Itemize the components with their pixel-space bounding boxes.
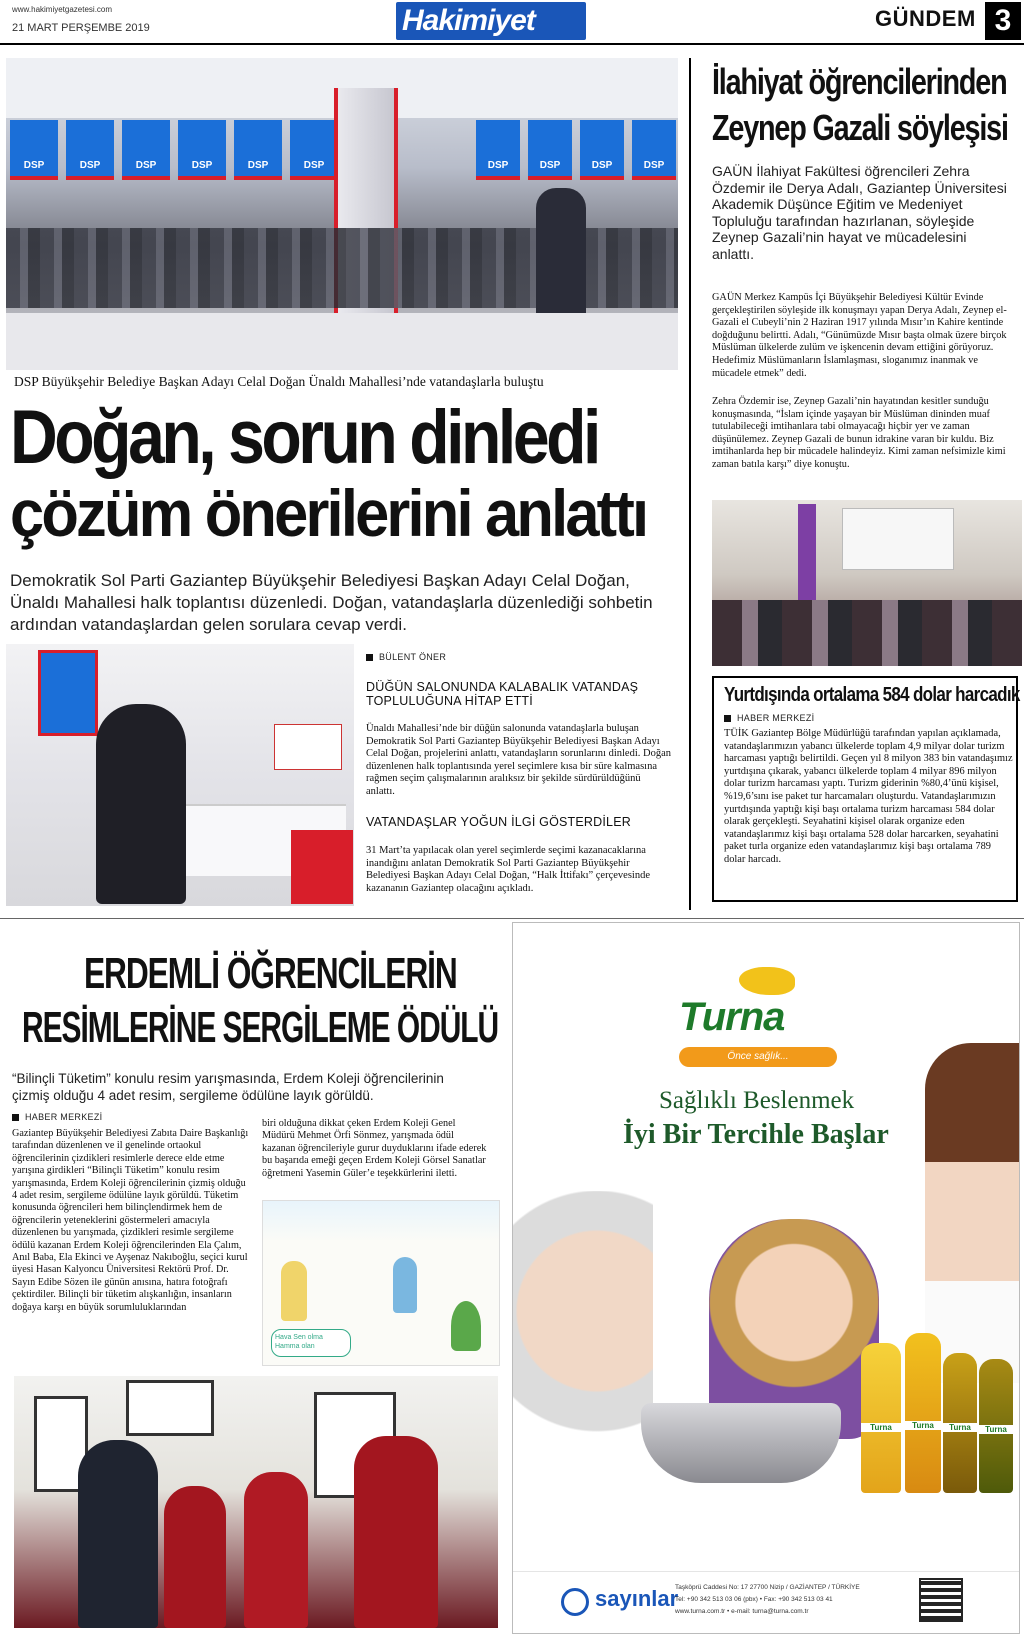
byline-marker	[12, 1114, 19, 1121]
dsp-banner: DSP	[290, 120, 338, 180]
section-title: GÜNDEM	[875, 6, 976, 31]
ad-phone: Tel: +90 342 513 03 06 (pbx) • Fax: +90 342 513 03 41	[675, 1596, 833, 1603]
main-headline-2: çözüm önerilerini anlattı	[10, 476, 647, 550]
main-headline-1: Doğan, sorun dinledi	[10, 395, 598, 480]
ad-web[interactable]: www.turna.com.tr • e-mail: turna@turna.com.tr	[675, 1608, 809, 1615]
audience	[712, 600, 1022, 666]
newspaper-logo	[396, 2, 586, 40]
sayinlar-emblem-icon	[561, 1588, 589, 1616]
bottom-headline-1: ERDEMLİ ÖĞRENCİLERİN	[84, 949, 457, 998]
dsp-banner: DSP	[580, 120, 624, 180]
turna-bird-icon	[739, 967, 795, 995]
dsp-banner: DSP	[476, 120, 520, 180]
sayinlar-name: sayınlar	[595, 1586, 679, 1611]
qr-code-icon	[921, 1580, 961, 1620]
page-number: 3	[994, 4, 1012, 37]
banner-row-right	[476, 120, 676, 190]
turna-brand: Turna	[679, 995, 785, 1039]
main-subhead-1: DÜĞÜN SALONUNDA KALABALIK VATANDAŞ TOPLULUĞUNA HİTAP ETTİ	[366, 680, 639, 708]
adult-figure	[78, 1440, 158, 1628]
turna-slogan: Önce sağlık...	[727, 1051, 789, 1062]
bottle-label: Turna	[979, 1425, 1013, 1434]
page-number-box	[985, 2, 1021, 40]
drawing-tree	[451, 1301, 481, 1351]
seminar-photo	[712, 500, 1022, 666]
byline-name: BÜLENT ÖNER	[379, 652, 447, 662]
rollup-banner	[798, 504, 816, 604]
bottle-label: Turna	[861, 1423, 901, 1432]
ad-line-2: İyi Bir Tercihle Başlar	[623, 1119, 889, 1150]
main-byline	[366, 652, 446, 662]
frame	[126, 1380, 214, 1436]
dsp-banner: DSP	[234, 120, 282, 180]
bottom-byline	[12, 1112, 102, 1122]
drawing-text: Hava Sen olma Hamma olan	[275, 1334, 323, 1350]
site-url[interactable]: www.hakimiyetgazetesi.com	[12, 5, 113, 14]
student-figure	[244, 1472, 308, 1628]
turkish-flag	[291, 830, 353, 904]
bottle-label: Turna	[943, 1423, 977, 1432]
main-photo-caption: DSP Büyükşehir Belediye Başkan Adayı Celal Doğan Ünaldı Mahallesi’nde vatandaşlarla buluştu	[14, 374, 544, 389]
oil-bottle	[943, 1353, 977, 1493]
oil-bottle	[979, 1359, 1013, 1493]
student-figure	[164, 1486, 226, 1628]
dsp-banner: DSP	[178, 120, 226, 180]
right-para-2: Zehra Özdemir ise, Zeynep Gazali’nin hayatından kesitler sunduğu konuşmasında, “İslam içinde yaşayan bir Müslüman dininden muaf tutulabileceği imtihanlara tabi olmayacağı hiçbir yer ve zaman düşünülemez. Zeynep Gazali de bunun idrakine varan bir kuldu. Biz imtihanlarda hep bir mücadele halindeyiz. Kimi zaman nefsimizle kimi zaman batıla karşı” diye konuştu.	[712, 396, 1006, 470]
byline-name: HABER MERKEZİ	[737, 713, 815, 723]
issue-date: 21 MART PERŞEMBE 2019	[12, 22, 150, 34]
right-lead: GAÜN İlahiyat Fakültesi öğrencileri Zehra Özdemir ile Derya Adalı, Gaziantep Üniversitesi Akademik Düşünce Eğitim ve Medeniyet Topluluğu tarafından hazırlanan, söyleşide Zeynep Gazali’nin hayat ve mücadelesini anlattı.	[712, 163, 1007, 262]
star-sign	[274, 724, 342, 770]
dsp-banner: DSP	[66, 120, 114, 180]
right-headline-2: Zeynep Gazali söyleşisi	[712, 107, 1008, 148]
student-figure	[354, 1436, 438, 1628]
brief-headline: Yurtdışında ortalama 584 dolar harcadık	[724, 684, 1020, 706]
floor	[6, 313, 678, 370]
brief-text: TÜİK Gaziantep Bölge Müdürlüğü tarafından yapılan açıklamada, vatandaşlarımızın yabancı ülkelerde toplam 4,9 milyar dolar turizm harcaması yaptığı belirtildi. Geçen yıl 8 milyon 383 bin vatandaşımız yurtdışına çıkarak, yabancı ülkelerde toplam 4 milyar 896 milyon dolar turizm harcaması yaptı. Turizm giderinin %80,4’ünü kişisel, %19,6’sını ise paket tur harcamaları oluşturdu. Vatandaşlarımızın yurtdışında yaptığı kişi başı ortalama turizm harcaması 584 dolar olarak gerçekleşti. Seyahatini kişisel olarak organize eden vatandaşlarımız kişi başı ortalama 528 dolar harcarken, seyahatini paket turla organize eden vatandaşlarımız kişi başı ortalama 789 dolar harcadı.	[724, 728, 1013, 865]
logo-text: Hakimiyet	[402, 4, 535, 37]
oil-bottle	[905, 1333, 941, 1493]
student-drawing	[262, 1200, 500, 1366]
dsp-banner: DSP	[10, 120, 58, 180]
byline-name: HABER MERKEZİ	[25, 1112, 103, 1122]
ad-address: Taşköprü Caddesi No: 17 27700 Nizip / GAZİANTEP / TÜRKİYE	[675, 1584, 860, 1591]
bottom-col-1: Gaziantep Büyükşehir Belediyesi Zabıta Daire Başkanlığı tarafından düzenlenen ve il genelinde ortaokul öğrencilerinin çizdikleri resimlerle derece elde etme yarışına girdikleri “Bilinçli Tüketim” konulu resim yarışmasında, Erdem Koleji öğrencilerinin çizmiş olduğu 4 adet resim, sergileme ödülüne layık görüldü. Tüketim konusunda öğrencileri hem bilinçlendirmek hem de öğrencilerin yeteneklerini göstermeleri amacıyla düzenlenen bu yarışmada, çizdikleri resimle sergileme ödülü kazanan Erdem Koleji öğrencilerinden Ela Çalım, Anıl Baba, Ela Ekinci ve Ayşenaz Nakıboğlu, seçici kurul üyesi Hasan Kalyoncu Üniversitesi Rektörü Prof. Dr. Sayın Edibe Sözen ile günün anısına, hatıra fotoğrafı çektirdiler. Bilinçli bir tüketim alışkanlığın, insanların doğaya karşı en büyük sorumluluklarından	[12, 1128, 249, 1313]
pillar	[334, 88, 398, 348]
section-divider	[0, 918, 1024, 919]
page-header	[0, 0, 1024, 44]
byline-marker	[366, 654, 373, 661]
drawing-figure	[393, 1257, 417, 1313]
dsp-banner: DSP	[632, 120, 676, 180]
main-lead: Demokratik Sol Parti Gaziantep Büyükşehir Belediyesi Başkan Adayı Celal Doğan, Ünaldı Mahallesi halk toplantısı düzenledi. Doğan, vatandaşlarla düzenlediği sohbetin ardından vatandaşlardan gelen sorulara cevap verdi.	[10, 571, 653, 634]
brief-byline	[724, 713, 814, 723]
mother-figure	[925, 1043, 1020, 1383]
main-para-2: 31 Mart’ta yapılacak olan yerel seçimlerde seçimi kazanacaklarına inandığını anlatan Demokratik Sol Parti Gaziantep Büyükşehir Belediyesi Başkan Adayı Celal Doğan, “Halk İttifakı” çerçevesinde kazananın Gaziantep olacağını açıkladı.	[366, 845, 650, 894]
projection-screen	[842, 508, 954, 570]
cooking-pot	[641, 1403, 841, 1483]
drawing-sky	[263, 1201, 499, 1241]
turna-advert	[512, 922, 1020, 1634]
ad-line-1: Sağlıklı Beslenmek	[659, 1087, 855, 1114]
students-photo	[14, 1376, 498, 1628]
header-rule	[0, 43, 1024, 45]
grandmother-figure	[513, 1191, 653, 1491]
turna-slogan-ribbon	[679, 1047, 837, 1067]
right-para-1: GAÜN Merkez Kampüs İçi Büyükşehir Belediyesi Kültür Evinde gerçekleştirilen söyleşide ilk konuşmayı yapan Derya Adalı, Zeynep el-Gazali el Cubeyli’nin 2 Haziran 1917 yılında Mısır’ın Kahire kentinde doğduğunu belirtti. Adalı, “Günümüzde Mısır başta olmak üzere birçok Müslüman ülkelerde zulüm ve işkencenin devam ettiğini görüyoruz. Hedefimiz Müslümanların İslamlaşması, sloganımız inanmak ve mücadele etmek” dedi.	[712, 292, 1007, 379]
bottom-col-2: biri olduğuna dikkat çeken Erdem Koleji Genel Müdürü Mehmet Örfi Sönmez, yarışmada ödül kazanan öğrencileriyle gurur duyduklarını ifade ederek bu başarıda emeği geçen Erdem Koleji Görsel Sanatlar öğretmeni Yasemin Güler’e teşekkürlerini iletti.	[262, 1118, 487, 1179]
oil-bottle	[861, 1343, 901, 1493]
candidate-photo	[6, 644, 354, 906]
ad-footer	[513, 1571, 1019, 1634]
bottle-label: Turna	[905, 1421, 941, 1430]
main-para-1: Ünaldı Mahallesi’nde bir düğün salonunda vatandaşlarla buluşan Demokratik Sol Parti Gaziantep Büyükşehir Belediyesi Başkan Adayı Celal Doğan, projelerini anlattı, vatandaşların sorunlarını dinledi. Doğan düzenlenen halk toplantısında yerel seçimlere kısa bir süre kalmasına rağmen seçim çalışmalarının aralıksız bir şekilde sürdürüldüğünü anlattı.	[366, 723, 671, 797]
main-subhead-2: VATANDAŞLAR YOĞUN İLGİ GÖSTERDİLER	[366, 815, 631, 829]
right-headline-1: İlahiyat öğrencilerinden	[712, 61, 1007, 102]
turna-logo-badge	[669, 967, 849, 1077]
speaker	[96, 704, 186, 904]
bottom-lead: “Bilinçli Tüketim” konulu resim yarışmasında, Erdem Koleji öğrencilerinin çizmiş olduğu 4 adet resim, sergileme ödülüne layık görüldü.	[12, 1071, 444, 1103]
poster-left	[38, 650, 98, 736]
drawing-speech-bubble	[271, 1329, 351, 1357]
dsp-banner: DSP	[122, 120, 170, 180]
byline-marker	[724, 715, 731, 722]
column-divider	[689, 58, 691, 910]
bottom-headline-2: RESİMLERİNE SERGİLEME ÖDÜLÜ	[22, 1003, 499, 1052]
dsp-banner: DSP	[528, 120, 572, 180]
main-photo	[6, 58, 678, 370]
drawing-figure	[281, 1261, 307, 1321]
